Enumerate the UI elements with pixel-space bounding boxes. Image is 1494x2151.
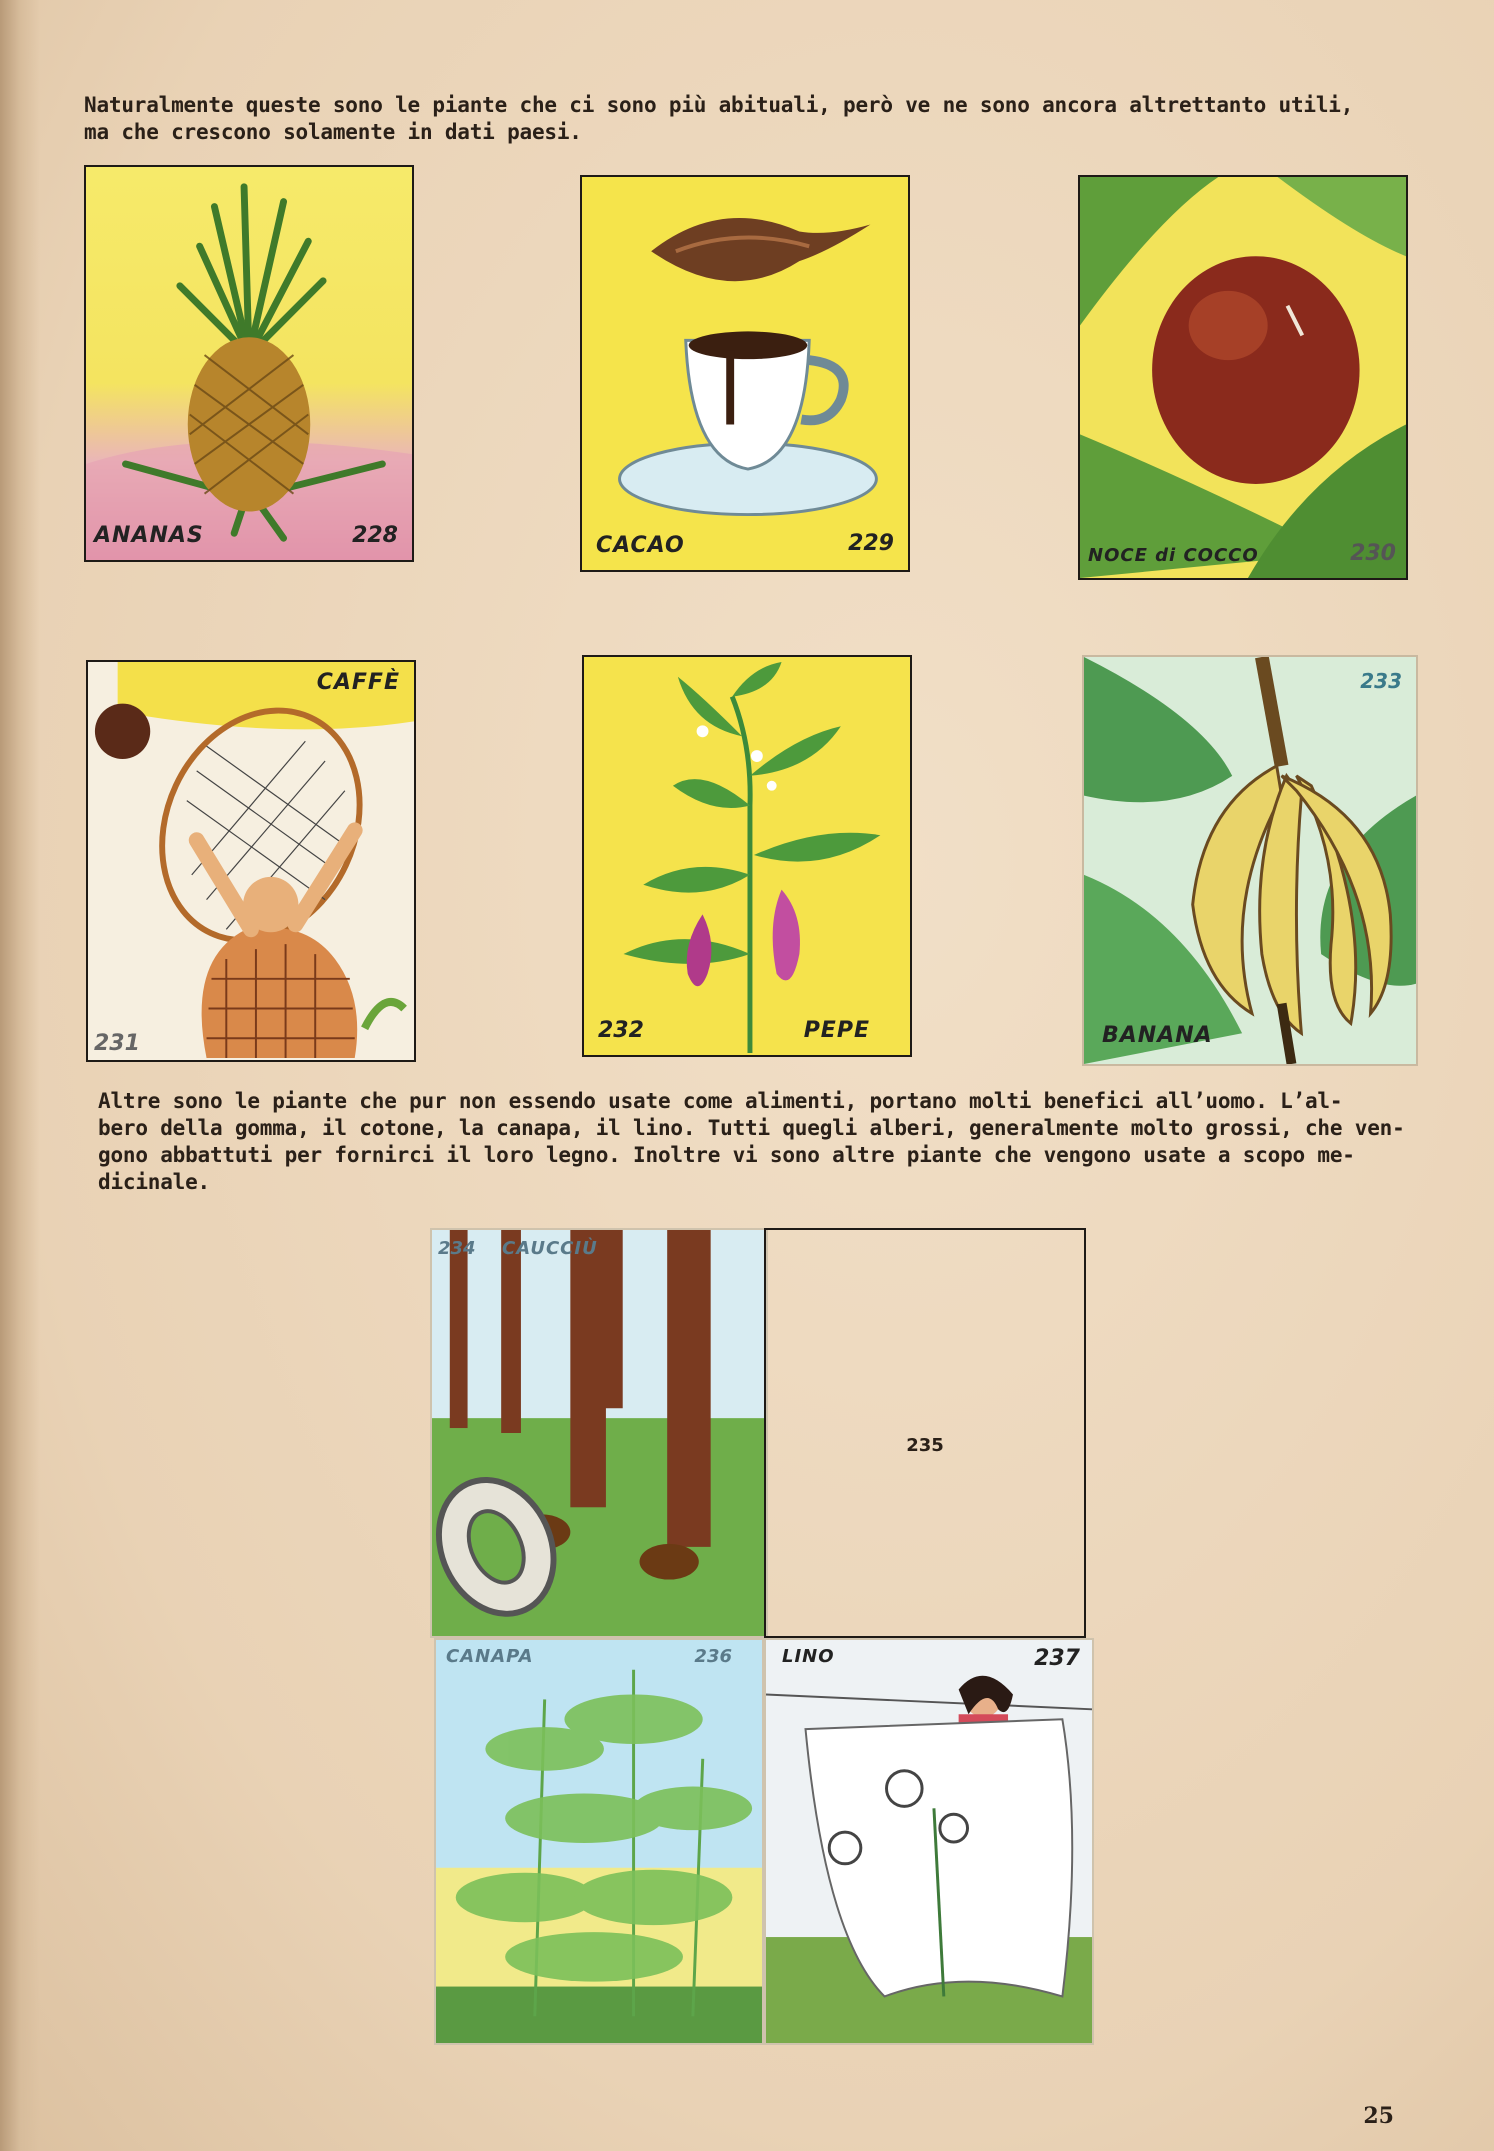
card-cacao	[580, 175, 910, 572]
card-canapa-number: 236	[694, 1646, 732, 1667]
card-ananas	[84, 165, 414, 562]
card-canapa	[434, 1638, 764, 2045]
empty-slot-number: 235	[906, 1435, 944, 1456]
card-caucciu	[430, 1228, 768, 1638]
page-number: 25	[1363, 2103, 1394, 2129]
card-canapa-label: CANAPA	[446, 1646, 534, 1667]
card-cacao-label: CACAO	[596, 533, 685, 558]
card-lino	[764, 1638, 1094, 2045]
card-ananas-label: ANANAS	[94, 523, 204, 548]
banana-illustration	[1084, 657, 1416, 1064]
card-caucciu-number: 234	[438, 1238, 476, 1259]
card-pepe-number: 232	[598, 1018, 644, 1043]
card-banana	[1082, 655, 1418, 1066]
card-caffe	[86, 660, 416, 1062]
card-cocco-number: 230	[1350, 541, 1396, 566]
card-pepe	[582, 655, 912, 1057]
intro-paragraph: Naturalmente queste sono le piante che ci sono più abituali, però ve ne sono ancora altrettanto utili, ma che crescono solamente in dati paesi.	[84, 93, 1354, 144]
card-caucciu-label: CAUCCIÙ	[502, 1238, 598, 1259]
coffee-harvester-illustration	[88, 662, 414, 1060]
card-banana-label: BANANA	[1102, 1023, 1213, 1048]
rubber-trees-illustration	[432, 1230, 766, 1636]
coconut-illustration	[1080, 177, 1406, 578]
card-banana-number: 233	[1360, 669, 1402, 693]
card-ananas-number: 228	[352, 523, 398, 548]
card-cocco	[1078, 175, 1408, 580]
card-pepe-label: PEPE	[803, 1018, 870, 1043]
pepper-plant-illustration	[584, 657, 910, 1055]
page-gutter	[0, 0, 40, 2151]
hemp-plant-illustration	[436, 1640, 762, 2043]
pineapple-illustration	[86, 167, 412, 560]
card-caffe-number: 231	[94, 1031, 140, 1056]
card-cacao-number: 229	[848, 531, 894, 556]
card-lino-label: LINO	[782, 1646, 835, 1667]
empty-slot-235	[764, 1228, 1086, 1638]
card-cocco-label: NOCE di COCCO	[1088, 545, 1259, 566]
cocoa-cup-illustration	[582, 177, 908, 570]
flax-woman-illustration	[766, 1640, 1092, 2043]
body-paragraph: Altre sono le piante che pur non essendo usate come alimenti, portano molti benefici all’uomo. L’al- bero della gomma, il cotone, la canapa, il lino. Tutti quegli alberi, generalmente molto grossi, che ven- gono abbattuti per fornirci il loro legno. Inoltre vi sono altre piante che vengono usate a scopo me- dicinale.	[98, 1089, 1405, 1194]
card-lino-number: 237	[1034, 1646, 1080, 1671]
card-caffe-label: CAFFÈ	[316, 670, 400, 695]
